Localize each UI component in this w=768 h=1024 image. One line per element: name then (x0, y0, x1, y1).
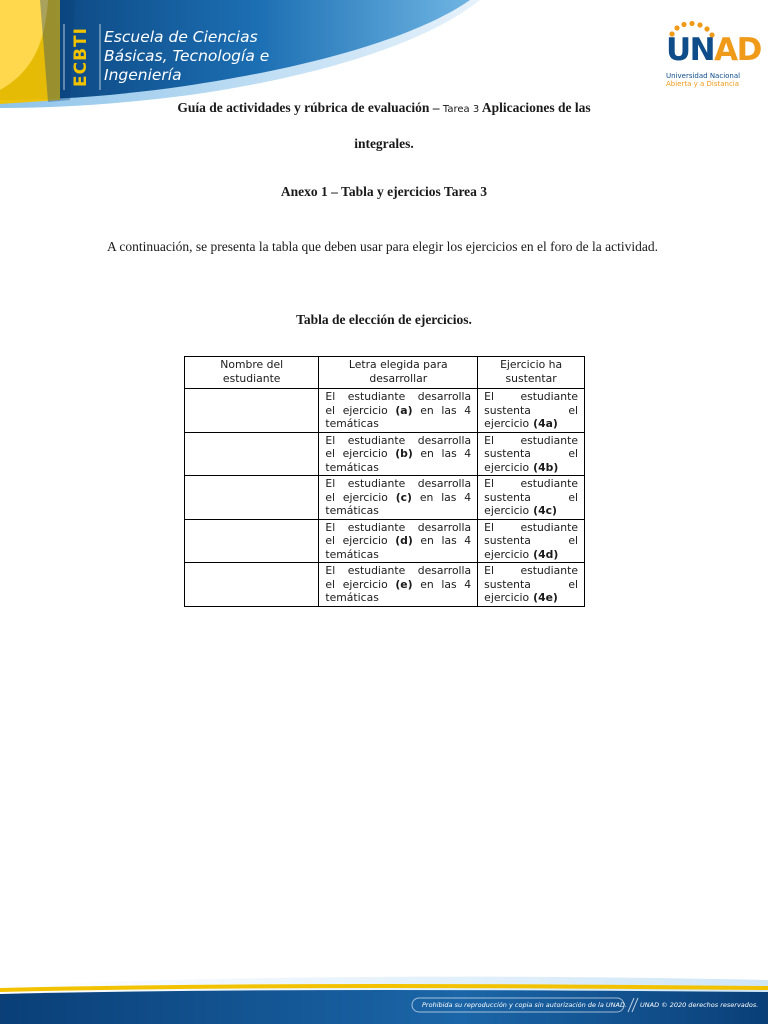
word: el (325, 490, 336, 504)
chosen-letter: (b) (395, 447, 413, 460)
cell-line (484, 548, 578, 562)
cell-line (325, 491, 471, 505)
table-row (185, 563, 585, 607)
header-chosen-letter: Letra elegida para desarrollar (319, 357, 478, 389)
exercise-selection-table (184, 356, 585, 607)
word: 4 (464, 534, 472, 547)
word: temáticas (325, 547, 379, 561)
cell-line (325, 534, 471, 548)
word: estudiante (347, 564, 406, 577)
header-student-name: Nombre del estudiante (185, 357, 319, 389)
school-name (104, 28, 334, 85)
word: el (568, 577, 578, 591)
word: el (568, 534, 578, 547)
table-row (185, 476, 585, 520)
word: desarrolla (417, 564, 472, 577)
table-body (185, 389, 585, 607)
word: las (441, 577, 457, 591)
exercise-code: (4d) (533, 547, 559, 561)
word: el (568, 490, 578, 504)
word: 4 (464, 403, 472, 417)
word: el (325, 577, 336, 591)
cell-line (325, 390, 471, 404)
word: El (484, 433, 494, 447)
cell-line (325, 404, 471, 418)
word: ejercicio (342, 403, 388, 417)
guide-title-line2: integrales. (354, 136, 414, 151)
unad-logo (658, 20, 761, 90)
cell-line (484, 447, 578, 461)
exercise-code: (4b) (533, 460, 559, 474)
word: el (325, 534, 336, 547)
word: temáticas (325, 504, 379, 517)
cell-exercise (478, 563, 585, 607)
word: en (420, 534, 434, 547)
table-header-row (185, 357, 585, 389)
guide-title-task: Tarea 3 (442, 104, 480, 115)
cell-line (325, 417, 471, 431)
unad-subtitle-line1: Universidad Nacional (666, 72, 741, 80)
word: temáticas (325, 591, 379, 604)
word: sustenta (484, 490, 531, 504)
word: El (484, 477, 494, 490)
cell-line (484, 534, 578, 548)
cell-line (325, 578, 471, 592)
cell-exercise (478, 432, 585, 476)
word: temáticas (325, 460, 379, 474)
word: las (441, 490, 457, 504)
word: estudiante (347, 433, 406, 447)
cell-line (325, 504, 471, 518)
word: desarrolla (417, 390, 472, 403)
word: estudiante (520, 477, 578, 490)
school-name-line: Ingeniería (104, 66, 182, 84)
ecbti-acronym-box (66, 22, 96, 92)
word: estudiante (520, 564, 578, 577)
cell-line (325, 548, 471, 562)
cell-line (484, 491, 578, 505)
word: el (325, 403, 336, 417)
chosen-letter: (d) (395, 534, 413, 547)
word: estudiante (347, 390, 406, 403)
word: las (441, 447, 457, 460)
footer-reproduction-note: Prohibida su reproducción y copia sin autorización de la UNAD. (422, 1001, 628, 1009)
exercise-code: (4e) (533, 591, 558, 604)
word: el (568, 447, 578, 460)
word: desarrolla (417, 477, 472, 490)
word: 4 (464, 490, 472, 504)
page-header (0, 0, 768, 115)
table-row (185, 519, 585, 563)
cell-line (484, 504, 578, 518)
word: ejercicio (342, 447, 388, 460)
word: temáticas (325, 417, 379, 430)
word: 4 (464, 577, 472, 591)
word: en (419, 490, 434, 504)
word: estudiante (347, 477, 406, 490)
word: estudiante (520, 390, 578, 403)
exercise-code: (4c) (533, 504, 557, 517)
cell-line (484, 521, 578, 535)
cell-line (325, 434, 471, 448)
chosen-letter: (e) (395, 577, 413, 591)
cell-line (484, 434, 578, 448)
intro-paragraph: A continuación, se presenta la tabla que deben usar para elegir los ejercicios en el foro de la actividad. (107, 239, 659, 254)
word: ejercicio (342, 490, 388, 504)
cell-chosen-letter (319, 519, 478, 563)
cell-student-name[interactable] (185, 432, 319, 476)
word: El (325, 433, 336, 447)
guide-title-part2: Aplicaciones de las (479, 100, 591, 115)
word: en (420, 447, 434, 460)
cell-line (325, 461, 471, 475)
cell-exercise (478, 476, 585, 520)
word: estudiante (347, 520, 406, 534)
guide-title (0, 100, 768, 116)
unad-wordmark-ad: AD (714, 32, 761, 68)
word: sustenta (484, 577, 531, 591)
word: El (325, 477, 336, 490)
word: El (484, 564, 494, 577)
cell-student-name[interactable] (185, 476, 319, 520)
word: El (484, 390, 494, 403)
cell-line (325, 591, 471, 605)
school-name-line: Básicas, Tecnología e (104, 47, 270, 65)
word: sustenta (484, 403, 531, 417)
word: El (325, 564, 336, 577)
word: sustenta (484, 534, 531, 547)
cell-line (325, 564, 471, 578)
cell-exercise (478, 389, 585, 433)
word: El (484, 520, 494, 534)
word: sustenta (484, 447, 531, 460)
annex-title: Anexo 1 – Tabla y ejercicios Tarea 3 (280, 184, 488, 199)
word: ejercicio (484, 417, 530, 430)
word: desarrolla (417, 520, 472, 534)
word: 4 (464, 447, 472, 460)
word: estudiante (520, 520, 578, 534)
cell-chosen-letter (319, 563, 478, 607)
word: estudiante (520, 433, 578, 447)
cell-line (325, 477, 471, 491)
word: ejercicio (342, 534, 388, 547)
ecbti-acronym: ECBTI (71, 27, 91, 87)
unad-wordmark (666, 32, 761, 68)
cell-line (484, 591, 578, 605)
footer-banner (0, 966, 768, 1024)
cell-line (484, 477, 578, 491)
cell-line (484, 564, 578, 578)
cell-line (484, 404, 578, 418)
word: El (325, 390, 336, 403)
exercise-code: (4a) (533, 417, 558, 430)
cell-chosen-letter (319, 389, 478, 433)
word: ejercicio (484, 547, 530, 561)
word: el (325, 447, 336, 460)
word: ejercicio (484, 591, 530, 604)
cell-student-name[interactable] (185, 389, 319, 433)
word: ejercicio (484, 504, 530, 517)
cell-line (325, 521, 471, 535)
word: ejercicio (484, 460, 530, 474)
footer-copyright: UNAD © 2020 derechos reservados. (640, 1001, 759, 1009)
table-row (185, 389, 585, 433)
word: las (441, 534, 457, 547)
word: en (420, 403, 434, 417)
cell-line (484, 390, 578, 404)
word: El (325, 520, 336, 534)
page-footer (0, 966, 768, 1024)
unad-subtitle-line2: Abierta y a Distancia (666, 80, 740, 88)
cell-exercise (478, 519, 585, 563)
word: ejercicio (342, 577, 388, 591)
cell-student-name[interactable] (185, 563, 319, 607)
header-exercise: Ejercicio ha sustentar (478, 357, 585, 389)
table-row (185, 432, 585, 476)
cell-line (484, 417, 578, 431)
table-title: Tabla de elección de ejercicios. (296, 312, 472, 327)
word: en (420, 577, 434, 591)
guide-title-part1: Guía de actividades y rúbrica de evaluación – (177, 100, 443, 115)
school-name-line: Escuela de Ciencias (104, 28, 258, 46)
word: las (441, 403, 457, 417)
cell-chosen-letter (319, 432, 478, 476)
word: desarrolla (417, 433, 472, 447)
cell-line (484, 578, 578, 592)
chosen-letter: (a) (395, 403, 413, 417)
cell-student-name[interactable] (185, 519, 319, 563)
cell-line (325, 447, 471, 461)
chosen-letter: (c) (395, 490, 412, 504)
unad-wordmark-un: UN (666, 32, 715, 68)
cell-line (484, 461, 578, 475)
cell-chosen-letter (319, 476, 478, 520)
word: el (568, 403, 578, 417)
